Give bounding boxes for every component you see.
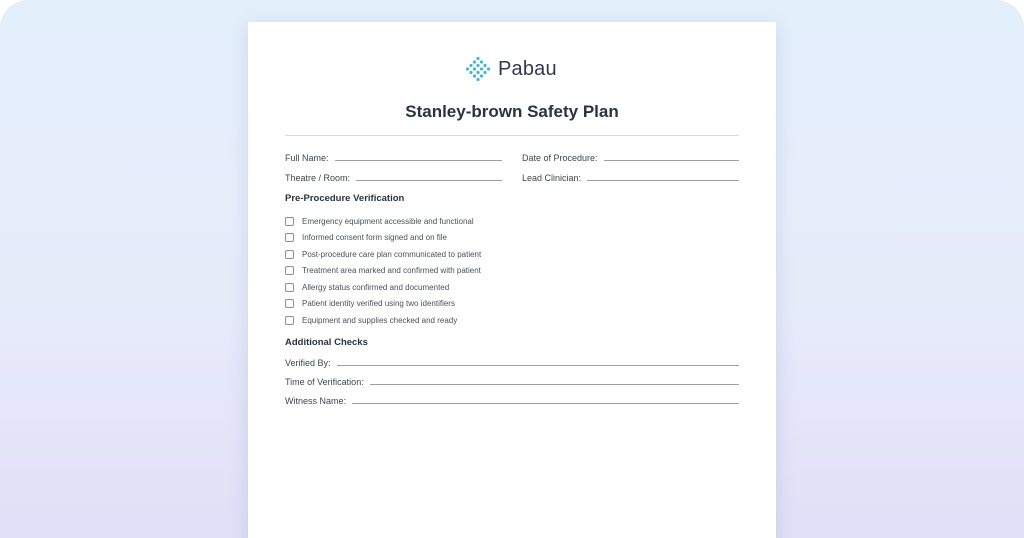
checklist-item[interactable] [285,213,481,230]
diamond-dot-grid-icon [465,56,491,82]
checkbox[interactable] [285,217,294,226]
checklist-item-label: Equipment and supplies checked and ready [302,315,458,325]
full-name-label: Full Name: [285,153,329,163]
verified-by-line[interactable] [337,365,739,366]
checklist-item-label: Informed consent form signed and on file [302,233,447,243]
checkbox[interactable] [285,233,294,242]
additional-checks-title: Additional Checks [285,337,368,348]
verification-section-title: Pre-Procedure Verification [285,193,405,204]
title-divider [285,135,739,136]
brand-name: Pabau [498,57,557,80]
witness-name-line[interactable] [352,403,739,404]
checklist-item-label: Allergy status confirmed and documented [302,282,450,292]
checkbox[interactable] [285,316,294,325]
checkbox[interactable] [285,266,294,275]
full-name-field[interactable] [285,151,502,163]
witness-name-label: Witness Name: [285,396,347,406]
checklist-item[interactable] [285,246,481,263]
lead-clinician-field[interactable] [522,171,739,183]
theatre-room-label: Theatre / Room: [285,173,351,183]
document-title: Stanley-brown Safety Plan [405,102,619,121]
checklist-item-label: Treatment area marked and confirmed with patient [302,266,481,276]
verification-checklist [285,213,481,329]
verified-by-label: Verified By: [285,358,331,368]
checklist-item-label: Emergency equipment accessible and functional [302,216,474,226]
checklist-item[interactable] [285,230,481,247]
document-sheet [248,22,776,538]
time-of-verification-label: Time of Verification: [285,377,364,387]
lead-clinician-label: Lead Clinician: [522,173,582,183]
checklist-item[interactable] [285,296,481,313]
theatre-room-field[interactable] [285,171,502,183]
date-of-procedure-field[interactable] [522,151,739,163]
time-of-verification-line[interactable] [370,384,739,385]
checklist-item[interactable] [285,279,481,296]
brand-logo [465,56,557,82]
date-of-procedure-line[interactable] [604,160,739,161]
lead-clinician-line[interactable] [587,180,739,181]
checklist-item-label: Patient identity verified using two identifiers [302,299,455,309]
checklist-item[interactable] [285,263,481,280]
date-of-procedure-label: Date of Procedure: [522,153,598,163]
checklist-item[interactable] [285,312,481,329]
time-of-verification-field[interactable] [285,375,739,387]
verified-by-field[interactable] [285,356,739,368]
theatre-room-line[interactable] [356,180,502,181]
checkbox[interactable] [285,283,294,292]
witness-name-field[interactable] [285,394,739,406]
checklist-item-label: Post-procedure care plan communicated to patient [302,249,482,259]
checkbox[interactable] [285,250,294,259]
checkbox[interactable] [285,299,294,308]
full-name-line[interactable] [335,160,502,161]
